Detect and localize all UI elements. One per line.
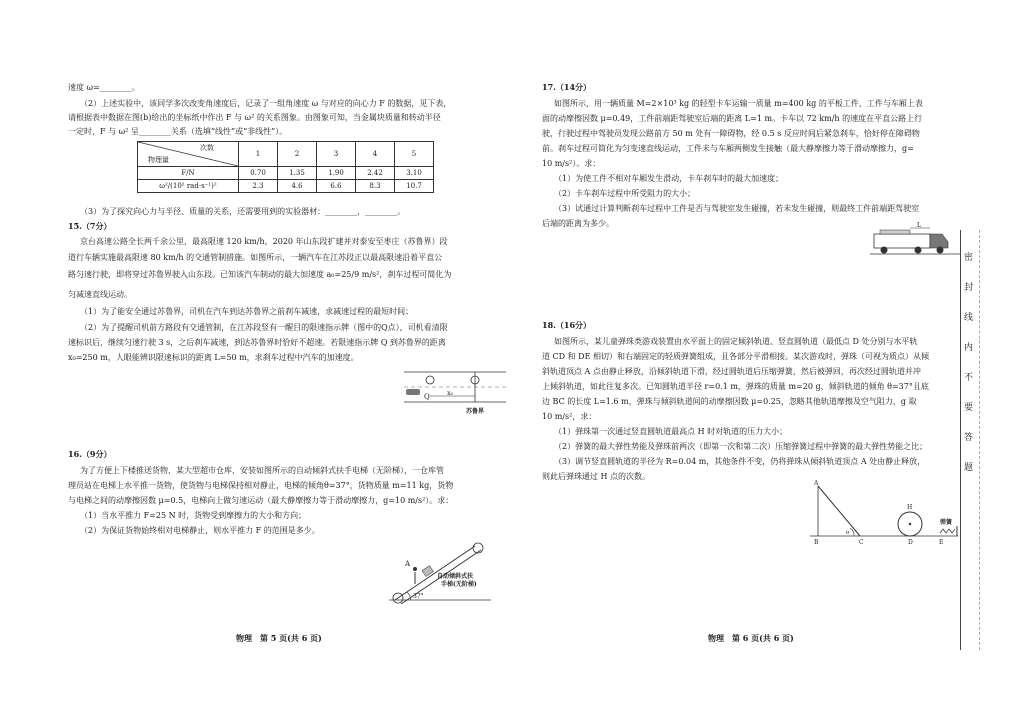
q14-part2-line3: 一定时，F 与 ω² 呈________关系（选填“线性”或“非线性”）。 [68, 127, 288, 136]
seal-char: 要 [964, 403, 974, 413]
q17-line4: 前。刹车过程可简化为匀变速直线运动，工件未与车厢两侧发生接触（最大静摩擦力等于滑动摩擦力，g= [542, 144, 914, 153]
table-cell: 2.42 [356, 167, 395, 180]
q15-heading: 15.（7分） [68, 221, 112, 231]
q17-part1: （1）为使工件不相对车厢发生滑动，卡车刹车时的最大加速度； [554, 174, 784, 183]
fig18-label-d: D [908, 539, 913, 546]
table-cell: 1.90 [317, 167, 356, 180]
fig16-label-a: A [405, 560, 411, 568]
fig16-angle: 37° [413, 593, 424, 600]
fig17-label-l: L [917, 222, 921, 229]
q15-line3: 路匀速行驶，即将穿过苏鲁界驶入山东段。已知该汽车制动的最大加速度 a₀=25/9 m/s²，刹车过程可简化为 [68, 270, 452, 279]
table-cell: 1.35 [278, 167, 317, 180]
q15-line1: 京台高速公路全长两千余公里，最高限速 120 km/h，2020 年山东段扩建并对泰安至枣庄（苏鲁界）段 [80, 237, 448, 246]
table-col-header: 1 [239, 142, 278, 167]
seal-char: 密 [964, 253, 974, 263]
table-col-header: 4 [356, 142, 395, 167]
q18-part3-line1: （3）调节竖直圆轨道的半径为 R=0.04 m，其他条件不变，仍将弹珠从倾斜轨道顶点 A 处由静止释放， [554, 457, 926, 466]
table-cell: 8.3 [356, 180, 395, 193]
q18-line6: 10 m/s²，求： [542, 412, 597, 421]
table-col-header: 2 [278, 142, 317, 167]
fig17-truck-diagram [868, 222, 963, 262]
seal-char: 答 [964, 433, 974, 443]
fig18-label-c: C [859, 539, 864, 546]
table-cell: 10.7 [395, 180, 434, 193]
table-cell: 6.6 [317, 180, 356, 193]
q15-part2-line2: 速标识后，继续匀速行驶 3 s，之后刹车减速，到达苏鲁界时恰好不超速。若限速指示牌 Q 到苏鲁界的距离 [68, 338, 446, 347]
table-cell: 3.10 [395, 167, 434, 180]
q17-part3-line1: （3）试通过计算判断刹车过程中工件是否与驾驶室发生碰撞，若未发生碰撞，则最终工件前端距驾驶室 [554, 204, 920, 213]
q18-part1: （1）弹珠第一次通过竖直圆轨道最高点 H 时对轨道的压力大小； [554, 427, 788, 436]
q18-heading: 18.（16分） [542, 320, 592, 330]
data-table [137, 141, 434, 193]
q16-line3: 与电梯之间的动摩擦因数 μ=0.5，电梯向上做匀速运动（最大静摩擦力等于滑动摩擦力，g=10 m/s²）。求： [68, 496, 454, 505]
q16-line1: 为了方便上下楼推送货物，某大型超市仓库，安装如图所示的自动倾斜式扶手电梯（无阶梯），一仓库管 [80, 466, 444, 475]
q17-part3-line2: 后端的距离为多少。 [542, 219, 614, 228]
q14-part2-line1: （2）上述实验中，该同学多次改变角速度后，记录了一组角速度 ω 与对应的向心力 F 的数据，见下表， [80, 99, 452, 108]
table-row [138, 167, 434, 180]
q16-part2: （2）为保证货物始终相对电梯静止，则水平推力 F 的范围是多少。 [80, 526, 320, 535]
q14-answer-line: 速度 ω=________。 [68, 83, 140, 92]
q16-part1: （1）当水平推力 F=25 N 时，货物受到摩擦力的大小和方向； [80, 511, 307, 520]
q18-line5: 边 BC 的长度 L=1.6 m，弹珠与倾斜轨道间的动摩擦因数 μ=0.25，忽略其他轨道摩擦及空气阻力，g 取 [542, 397, 917, 406]
fig15-label-border: 苏鲁界 [466, 408, 485, 415]
q14-part2-line2: 请根据表中数据在图(b)给出的坐标纸中作出 F 与 ω² 的关系图象。由图象可知，当金属块质量和转动半径 [68, 113, 441, 122]
q18-part2: （2）弹簧的最大弹性势能及弹珠前两次（即第一次和第二次）压缩弹簧过程中弹簧的最大弹性势能之比； [554, 442, 928, 451]
right-page [512, 0, 1024, 724]
fig15-road-diagram [400, 366, 510, 416]
fig18-label-spring: 弹簧 [940, 519, 953, 526]
right-page-footer: 物理 第 6 页(共 6 页) [708, 633, 794, 643]
seal-char: 封 [964, 283, 974, 293]
q15-part2-line3: x₀=250 m，人眼能辨识限速标识的距离 L=50 m，求刹车过程中汽车的加速度。 [68, 353, 359, 362]
q15-part2-line1: （2）为了提醒司机前方路段有交通管制，在江苏段竖有一醒目的限速指示牌（图中的Q点），司机看清限 [80, 323, 448, 332]
row-label: F/N [138, 167, 239, 180]
q18-line3: 斜轨道顶点 A 点由静止释放，沿倾斜轨道下滑，经过圆轨道后压缩弹簧，然后被弹回，再次经过圆轨道并冲 [542, 367, 921, 376]
seal-char: 题 [964, 463, 974, 473]
table-header-top: 次数 [200, 144, 214, 152]
q17-line1: 如图所示，用一辆质量 M=2×10³ kg 的轻型卡车运输一质量 m=400 kg 的平板工件，工件与车厢上表 [554, 99, 923, 108]
q18-part3-line2: 则此后弹珠通过 H 点的次数。 [542, 472, 651, 481]
seal-char: 线 [964, 313, 974, 323]
row-label: ω²/(10² rad·s⁻¹)² [138, 180, 239, 193]
fig18-label-e: E [939, 539, 944, 546]
q17-line5: 10 m/s²）。求： [542, 159, 601, 168]
fig18-label-theta: θ [846, 530, 850, 536]
table-col-header: 3 [317, 142, 356, 167]
table-col-header: 5 [395, 142, 434, 167]
fig15-label-q: Q [424, 393, 430, 401]
q16-line2: 理员站在电梯上水平推一货物，使货物与电梯保持相对静止，电梯的倾角θ=37°，货物质量 m=11 kg，货物 [68, 481, 454, 490]
fig16-escalator-diagram [385, 538, 495, 608]
fig18-track-diagram [802, 478, 962, 548]
q18-line2: 道 CD 和 DE 相切）和右端固定的轻质弹簧组成，且各部分平滑相接。某次游戏时，弹珠（可视为质点）从倾 [542, 352, 929, 361]
table-corner-cell [138, 142, 239, 167]
seal-char: 内 [964, 343, 974, 353]
q14-part3: （3）为了探究向心力与半径、质量的关系，还需要用到的实验器材：________，________。 [80, 207, 406, 216]
q17-line3: 驶，行驶过程中驾驶员发现公路前方 50 m 处有一障碍物，经 0.5 s 反应时间后紧急刹车，恰好停在障碍物 [542, 129, 920, 138]
q15-part1: （1）为了能安全通过苏鲁界，司机在汽车到达苏鲁界之前刹车减速，求减速过程的最短时间； [80, 307, 414, 316]
table-row [138, 180, 434, 193]
left-page [0, 0, 510, 724]
q17-heading: 17.（14分） [542, 82, 592, 92]
table-cell: 0.70 [239, 167, 278, 180]
table-cell: 2.3 [239, 180, 278, 193]
fig18-label-b: B [814, 539, 819, 546]
fig16-caption-2: 手梯(无阶梯) [441, 581, 477, 588]
fig18-label-a: A [814, 480, 819, 487]
fig16-caption-1: 自动倾斜式扶 [437, 573, 474, 580]
seal-char: 不 [964, 373, 974, 383]
fig15-label-x0: x₀ [447, 390, 453, 397]
q17-part2: （2）卡车刹车过程中所受阻力的大小； [554, 189, 696, 198]
q18-line1: 如图所示，某儿童弹珠类游戏装置由水平面上的固定倾斜轨道、竖直圆轨道（最低点 D 处分别与水平轨 [554, 337, 918, 346]
q17-line2: 面的动摩擦因数 μ=0.49，工件前端距驾驶室后端的距离 L=1 m。卡车以 72 km/h 的速度在平直公路上行 [542, 114, 923, 123]
table-cell: 4.6 [278, 180, 317, 193]
left-page-footer: 物理 第 5 页(共 6 页) [236, 633, 322, 643]
q18-line4: 上倾斜轨道，如此往复多次。已知圆轨道半径 r=0.1 m，弹珠的质量 m=20 g，倾斜轨道的倾角 θ=37°且底 [542, 382, 929, 391]
q16-heading: 16.（9分） [68, 449, 112, 459]
q15-line4: 匀减速直线运动。 [68, 290, 132, 299]
fig18-label-h: H [907, 504, 913, 511]
table-header-bottom: 物理量 [148, 156, 169, 164]
q15-line2: 道行车辆实施最高限速 80 km/h 的交通管制措施。如图所示，一辆汽车在江苏段正以最高限速沿着平直公 [68, 253, 443, 262]
